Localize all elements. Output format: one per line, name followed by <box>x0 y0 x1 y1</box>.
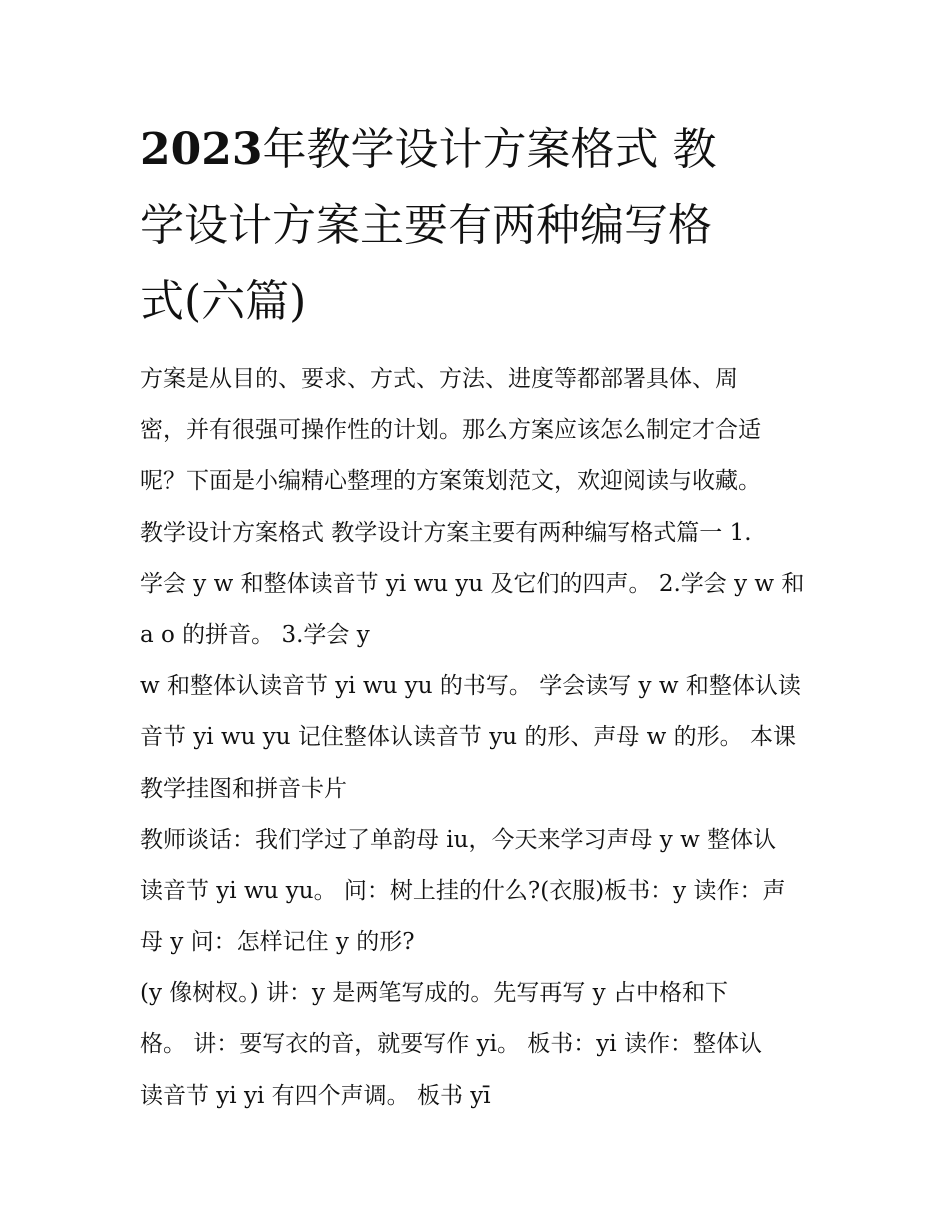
body-line-1: 方案是从目的、要求、方式、方法、进度等都部署具体、周 <box>140 366 738 392</box>
body-line-8: 音节 yi wu yu 记住整体认读音节 yu 的形、声母 w 的形。 本课 <box>140 724 796 751</box>
document-title <box>140 112 820 340</box>
body-line-2: 密，并有很强可操作性的计划。那么方案应该怎么制定才合适 <box>140 417 761 444</box>
title-line-1-text: 年教学设计方案格式 教 <box>262 124 717 175</box>
body-line-12: 母 y 问：怎样记住 y 的形? <box>140 929 415 956</box>
title-line-3: 式(六篇) <box>140 276 307 327</box>
body-line-10: 教师谈话：我们学过了单韵母 iu，今天来学习声母 y w 整体认 <box>140 826 777 853</box>
body-line-4: 教学设计方案格式 教学设计方案主要有两种编写格式篇一 1. <box>140 519 752 546</box>
body-line-9: 教学挂图和拼音卡片 <box>140 775 347 802</box>
body-line-5: 学会 y w 和整体读音节 yi wu yu 及它们的四声。 2.学会 y w 和 <box>140 570 805 597</box>
body-line-3: 呢？下面是小编精心整理的方案策划范文，欢迎阅读与收藏。 <box>140 468 761 495</box>
body-line-11: 读音节 yi wu yu。 问：树上挂的什么?(衣服)板书：y 读作：声 <box>140 877 786 904</box>
body-line-15: 读音节 yi yi 有四个声调。 板书 yī <box>140 1082 491 1109</box>
title-year: 2023 <box>140 124 263 175</box>
body-line-6: a o 的拼音。 3.学会 y <box>140 621 370 648</box>
title-line-2: 学设计方案主要有两种编写格 <box>140 200 712 251</box>
document-body <box>140 354 830 1122</box>
body-line-14: 格。 讲：要写衣的音，就要写作 yi。 板书：yi 读作：整体认 <box>140 1031 762 1058</box>
title-line-1 <box>140 112 820 188</box>
body-line-7: w 和整体认读音节 yi wu yu 的书写。 学会读写 y w 和整体认读 <box>140 673 801 700</box>
body-line-13: (y 像树杈。) 讲：y 是两笔写成的。先写再写 y 占中格和下 <box>140 980 728 1007</box>
